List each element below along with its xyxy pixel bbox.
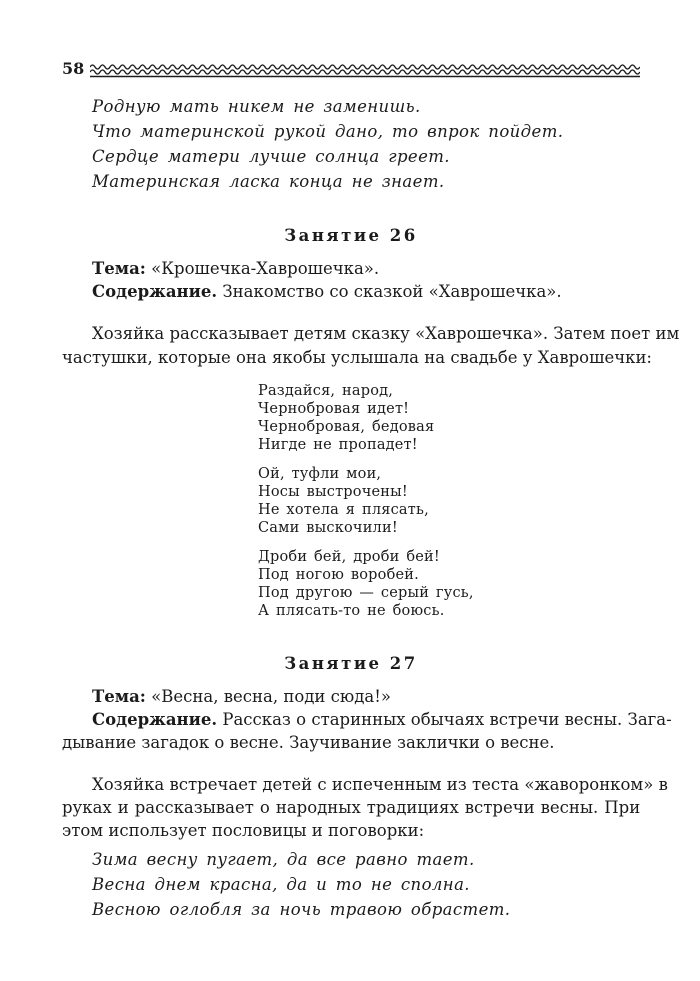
verse-line: Чернобровая идет! bbox=[258, 401, 410, 417]
verse-line: Дроби бей, дроби бей! bbox=[258, 549, 440, 565]
lesson-26-theme bbox=[92, 258, 379, 280]
lesson-27-theme bbox=[92, 686, 391, 708]
verse-line: Раздайся, народ, bbox=[258, 383, 394, 399]
verse-line: Носы выстрочены! bbox=[258, 484, 408, 500]
paragraph-line: руках и рассказывает о народных традициях встречи весны. При bbox=[62, 798, 641, 817]
verse-line: Под другою — серый гусь, bbox=[258, 585, 474, 601]
theme-label: Тема: bbox=[92, 687, 146, 706]
content-continuation: дывание загадок о весне. Заучивание заклички о весне. bbox=[62, 733, 555, 752]
verse-line: Под ногою воробей. bbox=[258, 567, 419, 583]
theme-value: «Крошечка-Хаврошечка». bbox=[151, 259, 380, 278]
verse-line: А плясать-то не боюсь. bbox=[258, 603, 445, 619]
proverb-line: Материнская ласка конца не знает. bbox=[92, 172, 445, 191]
theme-label: Тема: bbox=[92, 259, 146, 278]
lesson-26-content bbox=[92, 281, 562, 303]
paragraph-line: частушки, которые она якобы услышала на свадьбе у Хаврошечки: bbox=[62, 348, 652, 367]
proverb-line: Родную мать никем не заменишь. bbox=[92, 97, 421, 116]
proverb-line: Сердце матери лучше солнца греет. bbox=[92, 147, 450, 166]
verse-line: Чернобровая, бедовая bbox=[258, 419, 435, 435]
header-ornament bbox=[90, 62, 640, 78]
lesson-27-content bbox=[92, 709, 672, 731]
lesson-27-title: Занятие 27 bbox=[284, 654, 418, 673]
content-label: Содержание. bbox=[92, 282, 218, 301]
lesson-26-title: Занятие 26 bbox=[284, 226, 418, 245]
proverb-line: Весною оглобля за ночь травою обрастет. bbox=[92, 900, 511, 919]
verse-line: Нигде не пропадет! bbox=[258, 437, 418, 453]
paragraph-line: Хозяйка встречает детей с испеченным из теста «жаворонком» в bbox=[92, 775, 668, 794]
verse-line: Сами выскочили! bbox=[258, 520, 398, 536]
ornament-wave-upper bbox=[90, 65, 640, 69]
page-number: 58 bbox=[62, 59, 85, 78]
page-header bbox=[62, 60, 640, 80]
proverb-line: Весна днем красна, да и то не сполна. bbox=[92, 875, 470, 894]
ornament-wave-lower bbox=[90, 70, 640, 74]
proverb-line: Что материнской рукой дано, то впрок пойдет. bbox=[92, 122, 564, 141]
paragraph-line: этом использует пословицы и поговорки: bbox=[62, 821, 425, 840]
verse-line: Не хотела я плясать, bbox=[258, 502, 429, 518]
content-value: Рассказ о старинных обычаях встречи весны. Зага- bbox=[222, 710, 672, 729]
content-label: Содержание. bbox=[92, 710, 218, 729]
proverb-line: Зима весну пугает, да все равно тает. bbox=[92, 850, 475, 869]
paragraph-line: Хозяйка рассказывает детям сказку «Хаврошечка». Затем поет им bbox=[92, 324, 680, 343]
theme-value: «Весна, весна, поди сюда!» bbox=[151, 687, 391, 706]
verse-line: Ой, туфли мои, bbox=[258, 466, 382, 482]
content-value: Знакомство со сказкой «Хаврошечка». bbox=[222, 282, 562, 301]
